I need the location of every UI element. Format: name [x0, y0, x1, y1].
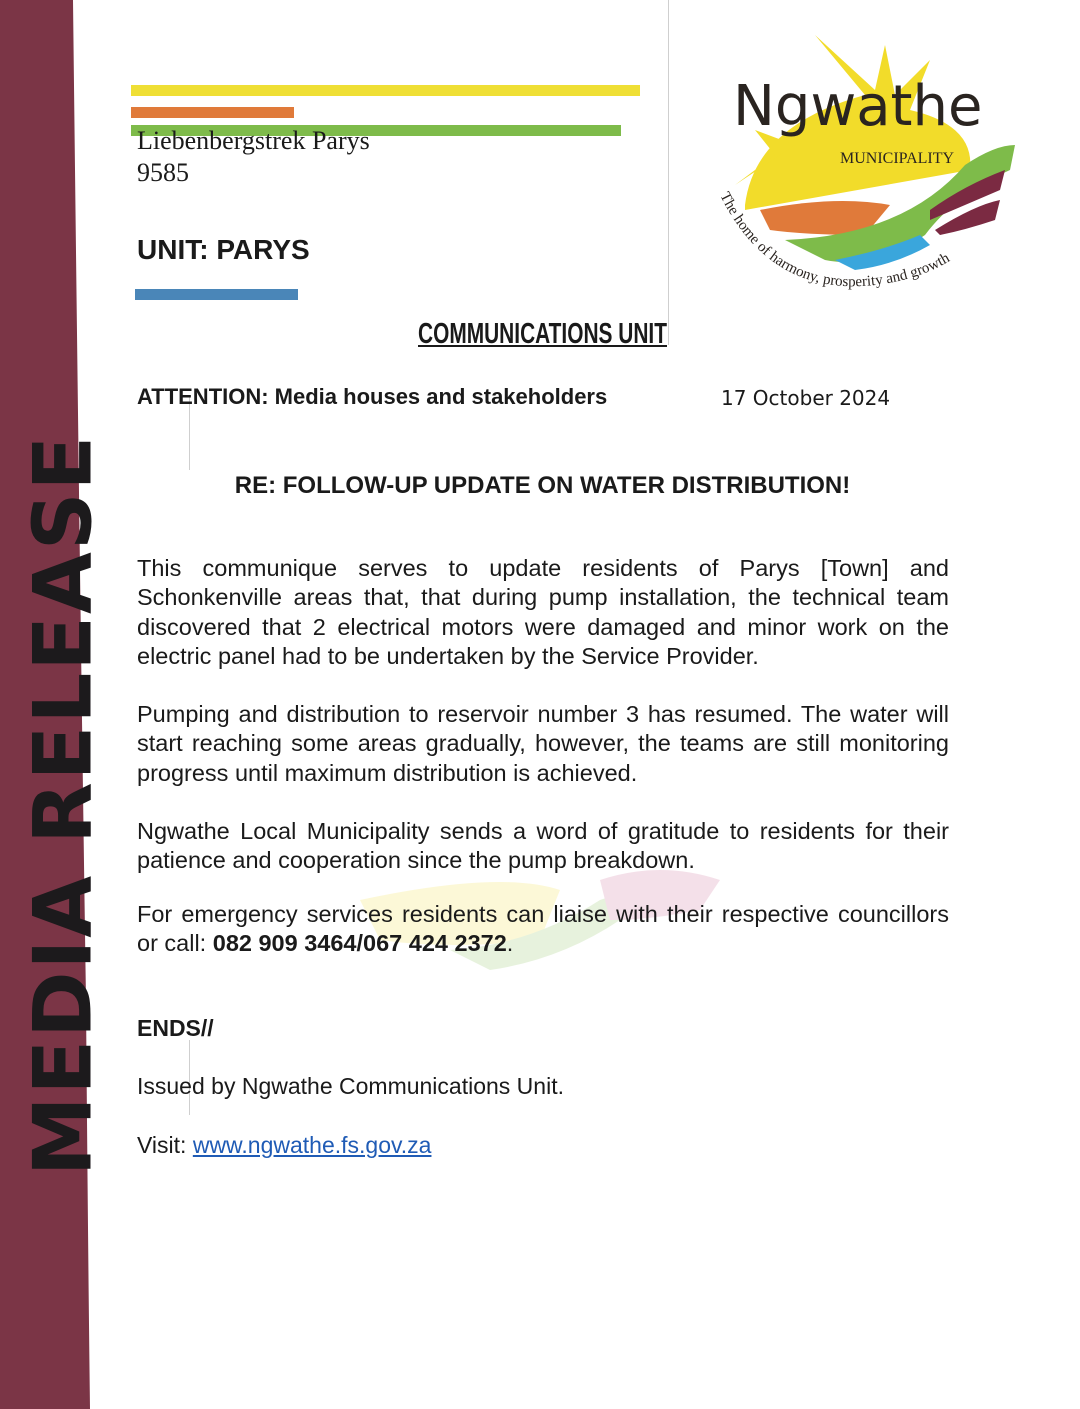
emergency-numbers: 082 909 3464/067 424 2372	[212, 929, 507, 956]
logo-name: Ngwathe	[733, 74, 983, 139]
emergency-text: For emergency services residents can liaise with their respective councillors or call:	[137, 900, 949, 956]
address-street: Liebenbergstrek Parys	[137, 126, 370, 155]
address-postcode: 9585	[137, 158, 189, 187]
release-body	[137, 554, 949, 987]
paragraph: Pumping and distribution to reservoir number 3 has resumed. The water will start reaching some areas gradually, however, the teams are still monitoring progress until maximum distribution is achieved.	[137, 701, 949, 786]
emergency-paragraph	[137, 900, 949, 959]
visit-line	[137, 1132, 431, 1159]
issued-by: Issued by Ngwathe Communications Unit.	[137, 1073, 564, 1099]
release-date: 17 October 2024	[721, 386, 891, 410]
paragraph: Ngwathe Local Municipality sends a word of gratitude to residents for their patience and cooperation since the pump breakdown.	[137, 818, 949, 874]
emergency-end: .	[506, 929, 514, 956]
website-link[interactable]: www.ngwathe.fs.gov.za	[192, 1132, 432, 1158]
yellow-bar	[131, 85, 640, 96]
orange-bar	[131, 107, 294, 118]
blue-bar	[135, 289, 298, 300]
visit-label: Visit:	[137, 1132, 193, 1158]
divider-line	[668, 0, 669, 345]
logo-subtitle: MUNICIPALITY	[840, 150, 955, 167]
ends-marker: ENDS//	[137, 1015, 214, 1041]
media-release-title: MEDIA RELEASE	[16, 433, 110, 1177]
attention-line: ATTENTION: Media houses and stakeholders	[137, 384, 608, 409]
unit-heading: UNIT: PARYS	[137, 234, 310, 265]
department-heading: COMMUNICATIONS UNIT	[418, 318, 667, 350]
paragraph: This communique serves to update residents of Parys [Town] and Schonkenville areas that, that during pump installation, the technical team discovered that 2 electrical motors were damaged and minor work on the electric panel had to be undertaken by the Service Provider.	[137, 555, 949, 669]
logo-slogan: The home of harmony, prosperity and growth	[716, 189, 953, 291]
ngwathe-logo	[715, 35, 1025, 300]
subject-heading: RE: FOLLOW-UP UPDATE ON WATER DISTRIBUTION!	[234, 472, 851, 499]
